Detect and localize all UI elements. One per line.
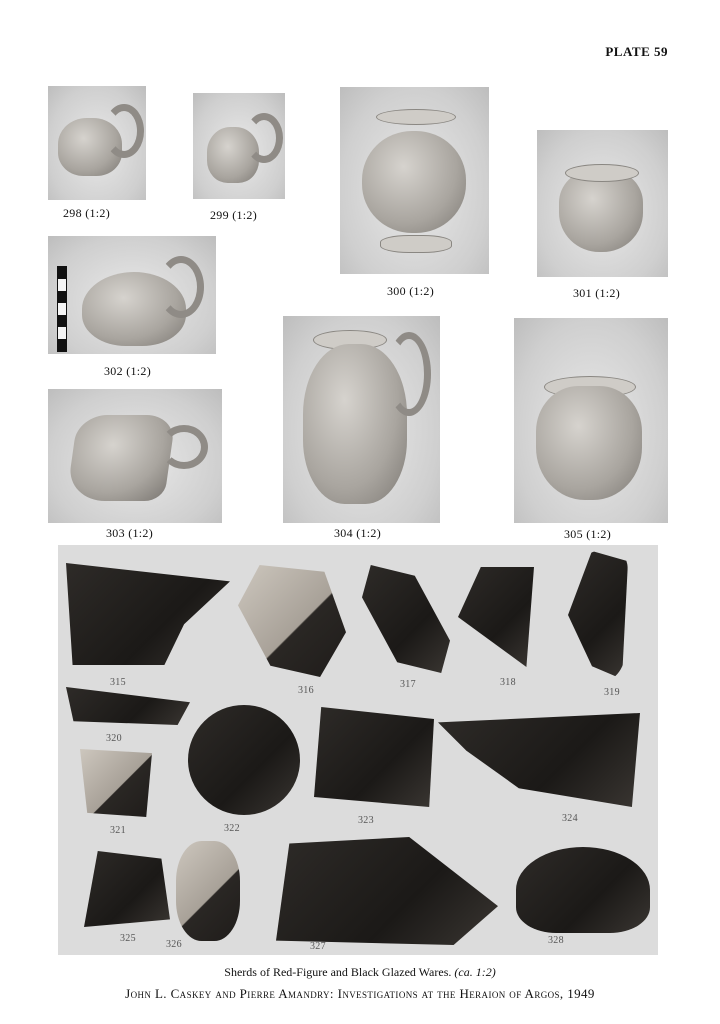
- sherd-319: [568, 551, 628, 679]
- vessel-body-301: [559, 170, 643, 252]
- sherd-label-327: 327: [310, 941, 326, 952]
- vessel-caption-301: 301 (1:2): [573, 286, 621, 300]
- sherd-316: [238, 565, 346, 677]
- sherd-label-317: 317: [400, 679, 416, 690]
- sherd-label-326: 326: [166, 939, 182, 950]
- vessel-foot-300: [380, 235, 452, 253]
- sherd-label-322: 322: [224, 823, 240, 834]
- vessel-caption-305: 305 (1:2): [564, 527, 612, 541]
- sherd-label-323: 323: [358, 815, 374, 826]
- vessel-photo-301: [537, 130, 668, 277]
- jug-handle-304: [387, 332, 431, 416]
- sherd-label-324: 324: [562, 813, 578, 824]
- sherd-label-316: 316: [298, 685, 314, 696]
- sherd-328: [516, 847, 650, 933]
- vessel-caption-300: 300 (1:2): [387, 284, 435, 298]
- jug-handle-298: [104, 104, 144, 158]
- sherd-322: [188, 705, 300, 815]
- plate-caption: [0, 965, 720, 980]
- vessel-rim-300: [376, 109, 456, 125]
- vessel-caption-304: 304 (1:2): [334, 526, 382, 540]
- vessel-photo-305: [514, 318, 668, 523]
- plate-title: PLATE 59: [605, 44, 668, 59]
- vessel-photo-302: [48, 236, 216, 354]
- sherd-323: [314, 707, 434, 807]
- sherd-315: [66, 563, 230, 665]
- vessel-photo-304: [283, 316, 440, 523]
- vessel-body-300: [362, 131, 466, 233]
- sherd-label-319: 319: [604, 687, 620, 698]
- sherd-318: [458, 567, 534, 667]
- sherd-label-320: 320: [106, 733, 122, 744]
- sherd-320: [66, 687, 190, 725]
- vessel-caption-302: 302 (1:2): [104, 364, 152, 378]
- sherd-327: [276, 837, 498, 945]
- sherd-324: [438, 713, 640, 807]
- sherd-label-328: 328: [548, 935, 564, 946]
- sherd-label-318: 318: [500, 677, 516, 688]
- sherd-label-321: 321: [110, 825, 126, 836]
- vessel-caption-298: 298 (1:2): [63, 206, 111, 220]
- scale-bar: [57, 266, 67, 352]
- sherd-label-315: 315: [110, 677, 126, 688]
- vessel-caption-303: 303 (1:2): [106, 526, 154, 540]
- sherd-321: [80, 749, 152, 817]
- vessel-caption-299: 299 (1:2): [210, 208, 258, 222]
- vessel-lid-301: [565, 164, 639, 182]
- plate-credit: John L. Caskey and Pierre Amandry: Investigations at the Heraion of Argos, 1949: [125, 986, 595, 1001]
- vessel-photo-298: [48, 86, 146, 200]
- sherd-325: [84, 851, 170, 927]
- jug-handle-299: [245, 113, 283, 163]
- vessel-body-305: [536, 386, 642, 500]
- sherd-317: [362, 565, 450, 673]
- sherds-photo-panel: [58, 545, 658, 955]
- jug-handle-302: [158, 256, 204, 318]
- vessel-photo-300: [340, 87, 489, 274]
- cup-handle-303: [160, 425, 208, 469]
- sherd-label-325: 325: [120, 933, 136, 944]
- plate-caption-main: Sherds of Red-Figure and Black Glazed Wares.: [224, 965, 452, 979]
- vessel-photo-299: [193, 93, 285, 199]
- cup-303: [66, 415, 176, 501]
- plate-caption-scale: (ca. 1:2): [454, 965, 496, 979]
- vessel-photo-303: [48, 389, 222, 523]
- sherd-326: [176, 841, 240, 941]
